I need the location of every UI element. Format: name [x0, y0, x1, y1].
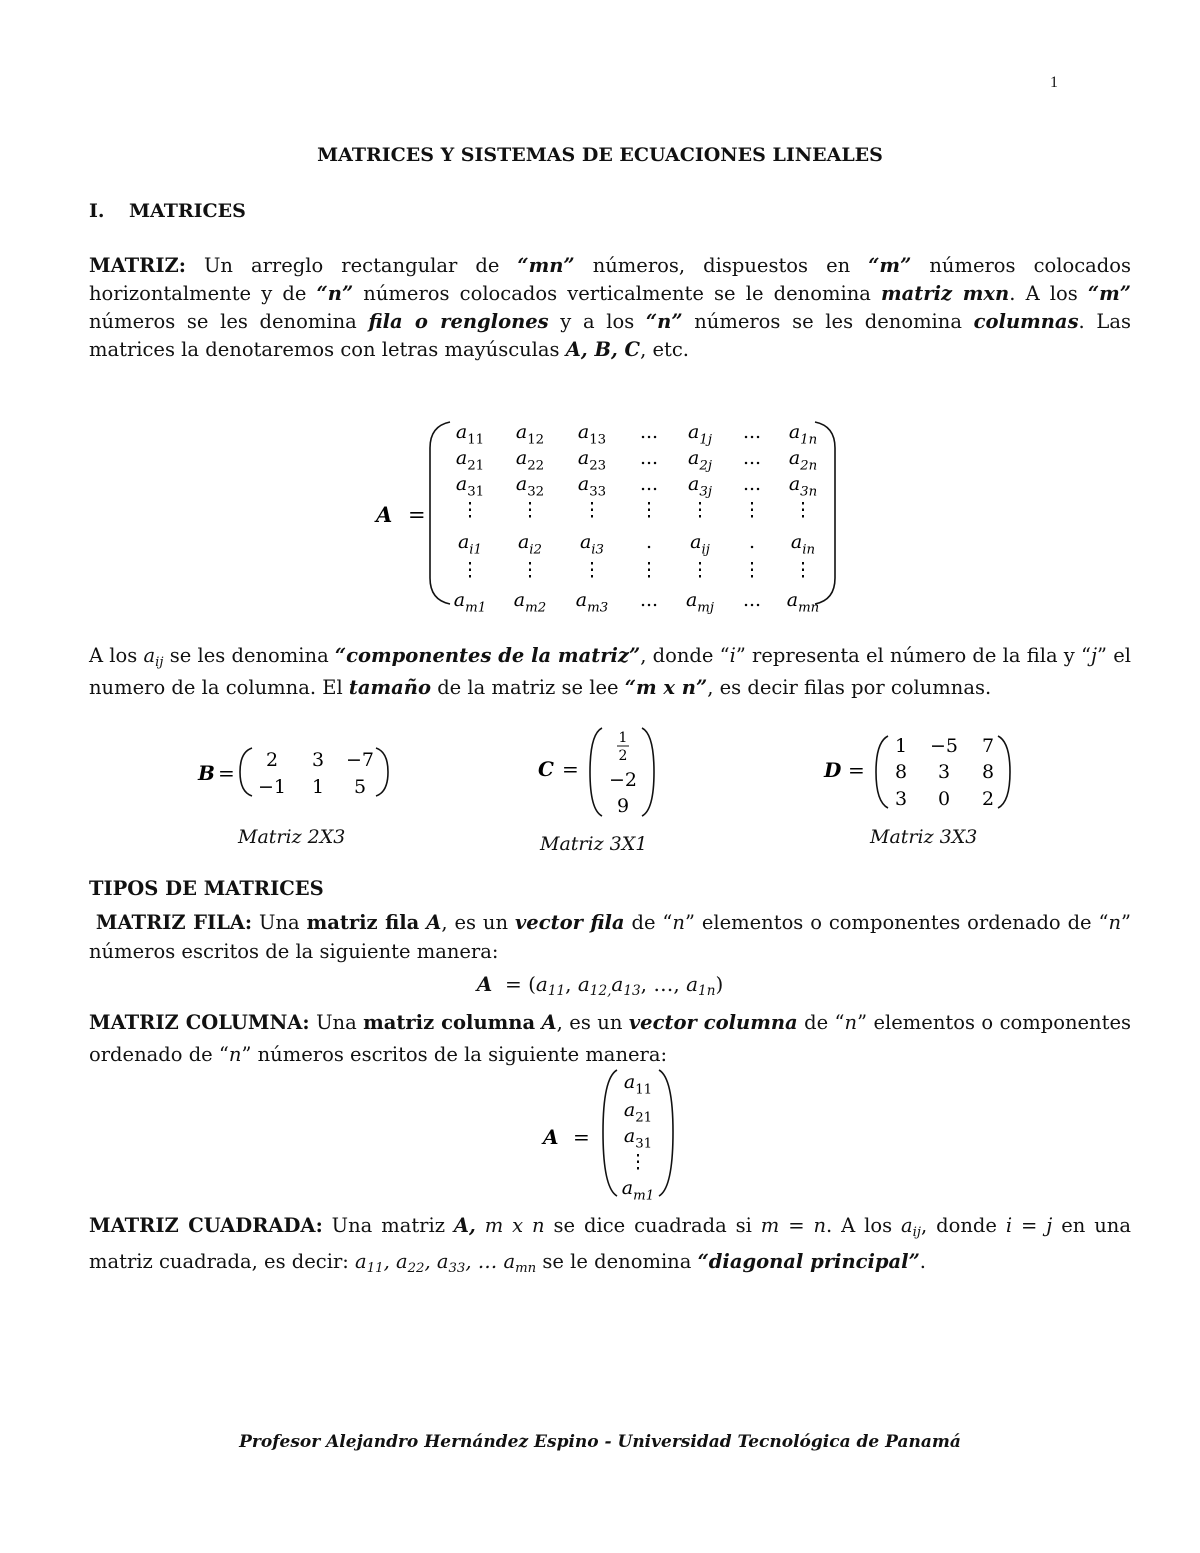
matrix-d-cells	[895, 735, 994, 810]
def-m: “m”	[868, 254, 912, 277]
matrix-cell: $a_{11}$	[455, 421, 485, 448]
matrix-cell: ⋮	[690, 559, 710, 581]
fraction-denominator: 2	[618, 748, 628, 764]
matrix-cell: ...	[639, 589, 659, 611]
matriz-cuadrada-paragraph	[89, 1208, 1131, 1280]
left-paren	[430, 422, 450, 604]
formula-term: $a_{1n}$	[686, 972, 716, 1000]
column-matrix-cell: $a_{m1}$	[621, 1177, 655, 1204]
matrix-cell: $a_{1j}$	[688, 421, 712, 448]
cuadrada-text: Una matriz	[322, 1214, 454, 1237]
columna-bold: matriz columna	[363, 1011, 536, 1034]
example-matrix-c	[530, 724, 670, 824]
matrix-cell: $a_{33}$	[577, 473, 607, 500]
matrix-cell: ...	[742, 447, 762, 469]
equals-sign: =	[562, 757, 579, 781]
matrix-cell: ⋮	[582, 499, 602, 521]
matrix-cell: ⋮	[460, 559, 480, 581]
fila-text: ” números escritos de la siguiente manera:	[89, 911, 1132, 963]
example-matrix-d	[818, 730, 1018, 814]
columna-a: A	[541, 1011, 557, 1034]
def-fila: fila o renglones	[368, 310, 549, 333]
cuadrada-label: MATRIZ CUADRADA:	[89, 1214, 323, 1237]
matrix-b-cell: 5	[353, 776, 367, 798]
comp-aij: $a_{ij}$	[143, 644, 164, 670]
matrix-cell: ⋮	[460, 499, 480, 521]
def-columnas: columnas	[973, 310, 1079, 333]
tipos-heading: TIPOS DE MATRICES	[89, 877, 324, 900]
def-n: “n”	[316, 282, 354, 305]
page-title: MATRICES Y SISTEMAS DE ECUACIONES LINEALES	[317, 144, 883, 166]
cuadrada-text: se dice cuadrada si	[544, 1214, 761, 1237]
def-text: . Las matrices la denotaremos con letras mayúsculas	[89, 310, 1131, 361]
matrix-b-name: B	[198, 761, 215, 785]
comp-text: , es decir filas por columnas.	[707, 676, 992, 699]
fila-text: ” elementos o componentes ordenado de “	[684, 911, 1109, 934]
comp-i: i	[729, 644, 736, 667]
cuadrada-text: en una matriz cuadrada, es decir:	[89, 1214, 1131, 1273]
matrix-cell: ⋮	[639, 559, 659, 581]
comp-text: ” el numero de la columna. El	[89, 644, 1132, 699]
matrix-cells	[454, 421, 819, 615]
equals-sign: =	[408, 503, 426, 527]
section-heading	[89, 200, 246, 222]
cuadrada-a: A,	[453, 1214, 476, 1237]
columna-text: ” elementos o componentes ordenado de “	[89, 1011, 1131, 1066]
cuadrada-text: . A los	[826, 1214, 902, 1237]
section-number: I.	[89, 200, 105, 222]
cuadrada-ij: i = j	[1005, 1214, 1053, 1237]
page-number: 1	[1050, 74, 1058, 91]
matrix-cell: $a_{13}$	[577, 421, 607, 448]
fraction-numerator: 1	[618, 730, 628, 746]
matrix-cell: ...	[639, 421, 659, 443]
matrix-d-cell: 0	[937, 788, 951, 810]
caption-c: Matriz 3X1	[540, 833, 648, 855]
equals-sign: =	[848, 758, 865, 782]
matrix-cell: ⋮	[793, 559, 813, 581]
def-text: números colocados horizontalmente y de	[89, 254, 1131, 305]
matrix-cell: $a_{i2}$	[517, 531, 543, 558]
matrix-cell: ⋮	[520, 499, 540, 521]
column-matrix-cells	[622, 1071, 654, 1203]
def-text: números colocados verticalmente se le denomina	[353, 282, 882, 305]
right-paren	[659, 1070, 673, 1196]
matrix-b-cell: 3	[311, 749, 325, 771]
comp-text: A los	[89, 644, 144, 667]
cuadrada-dp: “diagonal principal”	[697, 1250, 920, 1273]
matrix-d-cell: 8	[981, 761, 995, 783]
def-abc: A, B, C	[565, 338, 641, 361]
matrix-cell: $a_{2j}$	[688, 447, 712, 474]
matrix-cell: $a_{31}$	[455, 473, 485, 500]
matrix-cell: $a_{m1}$	[453, 589, 487, 616]
matrix-cell: .	[748, 531, 756, 553]
matrix-d-name: D	[824, 758, 842, 782]
matrix-cell: $a_{in}$	[790, 531, 816, 558]
matrix-d-cell: 7	[981, 735, 995, 757]
formula-term: $a_{13}$	[611, 972, 641, 1000]
matrix-b-cell: 2	[265, 749, 279, 771]
matrix-cell: ...	[742, 421, 762, 443]
columna-text: Una	[309, 1011, 364, 1034]
matrix-b-cells	[258, 749, 374, 798]
fila-n: n	[1108, 911, 1122, 934]
right-paren	[642, 728, 654, 816]
column-matrix-cell: $a_{31}$	[623, 1125, 653, 1152]
columna-text: de “	[797, 1011, 845, 1034]
matrix-cell: $a_{mn}$	[786, 589, 820, 616]
column-matrix	[535, 1066, 685, 1206]
matrix-cell: ⋮	[582, 559, 602, 581]
column-matrix-name: A	[543, 1125, 559, 1149]
matrix-cell: $a_{3j}$	[688, 473, 712, 500]
fila-text: Una	[252, 911, 307, 934]
comp-text: ” representa el número de la fila y “	[735, 644, 1091, 667]
column-matrix-cell: $a_{11}$	[623, 1071, 653, 1098]
matrix-cell: ⋮	[742, 559, 762, 581]
matrix-b-cell: −1	[257, 776, 287, 798]
matrix-cell: $a_{i3}$	[579, 531, 605, 558]
matrix-cell: ⋮	[793, 499, 813, 521]
cuadrada-text: , donde	[921, 1214, 1006, 1237]
def-label: MATRIZ:	[89, 254, 186, 277]
columna-n: n	[844, 1011, 858, 1034]
fila-text: , es un	[441, 911, 515, 934]
matrix-name: A	[376, 502, 393, 527]
def-text: números se les denomina	[682, 310, 974, 333]
def-matriz: matriz mxn	[881, 282, 1010, 305]
matrix-cell: ⋮	[639, 499, 659, 521]
matrix-cell: $a_{ij}$	[690, 531, 710, 558]
fila-formula: $A = (a_{11}$, $a_{12,}a_{13}$, …, $a_{1n}$)	[476, 972, 724, 1000]
matrix-d-cell: −5	[929, 735, 959, 757]
comp-j: j	[1091, 644, 1098, 667]
matriz-fila-paragraph	[89, 908, 1131, 966]
left-paren	[876, 736, 888, 808]
columna-text: , es un	[556, 1011, 629, 1034]
matrix-cell: $a_{22}$	[515, 447, 545, 474]
caption-b: Matriz 2X3	[238, 826, 346, 848]
matrix-c-cell: 9	[616, 795, 630, 817]
matrix-cell: ⋮	[742, 499, 762, 521]
def-text: . A los	[1009, 282, 1088, 305]
matrix-cell: ...	[742, 589, 762, 611]
def-text: y a los	[548, 310, 646, 333]
matrix-cell: $a_{m3}$	[575, 589, 609, 616]
cuadrada-diag: $a_{11}$, $a_{22}$, $a_{33}$, … $a_{mn}$	[355, 1250, 537, 1276]
matrix-cell: ...	[742, 473, 762, 495]
right-paren	[998, 736, 1010, 808]
column-matrix-cell: ⋮	[628, 1151, 648, 1173]
matrix-cell: ...	[639, 473, 659, 495]
fila-bold: matriz fila	[306, 911, 420, 934]
formula-term: $a_{11}$	[535, 972, 566, 1000]
matrix-d-cell: 1	[894, 735, 908, 757]
matrix-cell: $a_{i1}$	[457, 531, 483, 558]
def-text: números, dispuestos en	[574, 254, 869, 277]
general-matrix	[360, 408, 850, 618]
matrix-d-cell: 2	[981, 788, 995, 810]
cuadrada-text: se le denomina	[536, 1250, 698, 1273]
comp-text: , donde “	[640, 644, 730, 667]
comp-text: de la matriz se lee	[431, 676, 625, 699]
section-label: MATRICES	[129, 200, 246, 222]
matrix-cell: $a_{mj}$	[685, 589, 715, 616]
column-matrix-cell: $a_{21}$	[623, 1099, 653, 1126]
matrix-cell: ...	[639, 447, 659, 469]
def-text: , etc.	[640, 338, 689, 361]
matriz-columna-paragraph	[89, 1007, 1131, 1071]
columna-label: MATRIZ COLUMNA:	[89, 1011, 310, 1034]
matrix-cell: .	[645, 531, 653, 553]
matrix-b-cell: −7	[345, 749, 375, 771]
matrix-d-cell: 8	[894, 761, 908, 783]
right-paren	[815, 422, 835, 604]
right-paren	[376, 748, 388, 796]
cuadrada-aij: $a_{ij}$	[901, 1214, 922, 1240]
caption-d: Matriz 3X3	[870, 826, 978, 848]
def-text: Un arreglo rectangular de	[185, 254, 518, 277]
fila-n: n	[672, 911, 685, 934]
matrix-cell: $a_{21}$	[455, 447, 485, 474]
matrix-cell: $a_{12}$	[515, 421, 545, 448]
fila-a: A	[426, 911, 442, 934]
matrix-cell: $a_{1n}$	[788, 421, 818, 448]
fila-text: de “	[624, 911, 673, 934]
formula-a: A	[476, 972, 493, 996]
left-paren	[590, 728, 602, 816]
matrix-b-cell: 1	[311, 776, 325, 798]
matrix-c-cell: −2	[608, 769, 638, 791]
matrix-cell: $a_{2n}$	[788, 447, 818, 474]
matrix-cell: $a_{3n}$	[788, 473, 818, 500]
columna-vector: vector columna	[628, 1011, 798, 1034]
cuadrada-eq: m = n	[760, 1214, 827, 1237]
def-n: “n”	[645, 310, 683, 333]
matrix-cell: $a_{23}$	[577, 447, 607, 474]
comp-tamano: tamaño	[348, 676, 431, 699]
cuadrada-text: .	[919, 1250, 926, 1273]
cuadrada-text	[476, 1214, 485, 1237]
equals-sign: =	[573, 1125, 590, 1149]
matrix-cell: $a_{m2}$	[513, 589, 547, 616]
components-paragraph	[89, 640, 1131, 704]
columna-n: n	[228, 1043, 242, 1066]
comp-mxn: “m x n”	[624, 676, 708, 699]
def-text: números se les denomina	[89, 310, 369, 333]
cuadrada-mxn: m x n	[484, 1214, 545, 1237]
comp-quote: “componentes de la matriz”	[334, 644, 641, 667]
matrix-cell: $a_{32}$	[515, 473, 545, 500]
matrix-cell: ⋮	[690, 499, 710, 521]
left-paren	[603, 1070, 617, 1196]
matrix-cell: ⋮	[520, 559, 540, 581]
equals-sign: =	[218, 761, 235, 785]
matrix-d-cell: 3	[894, 788, 908, 810]
footer: Profesor Alejandro Hernández Espino - Universidad Tecnológica de Panamá	[239, 1432, 961, 1452]
example-matrix-b	[190, 740, 400, 810]
matrix-c-name: C	[538, 757, 554, 781]
matrix-d-cell: 3	[937, 761, 951, 783]
columna-text: ” números escritos de la siguiente manera:	[241, 1043, 668, 1066]
formula-term: $a_{12,}$	[577, 972, 612, 1000]
fila-label: MATRIZ FILA:	[95, 911, 253, 934]
fila-vector: vector fila	[514, 911, 625, 934]
comp-text: se les denomina	[163, 644, 335, 667]
def-m: “m”	[1087, 282, 1131, 305]
left-paren	[240, 748, 252, 796]
matrix-definition	[89, 252, 1131, 364]
def-mn: “mn”	[517, 254, 575, 277]
